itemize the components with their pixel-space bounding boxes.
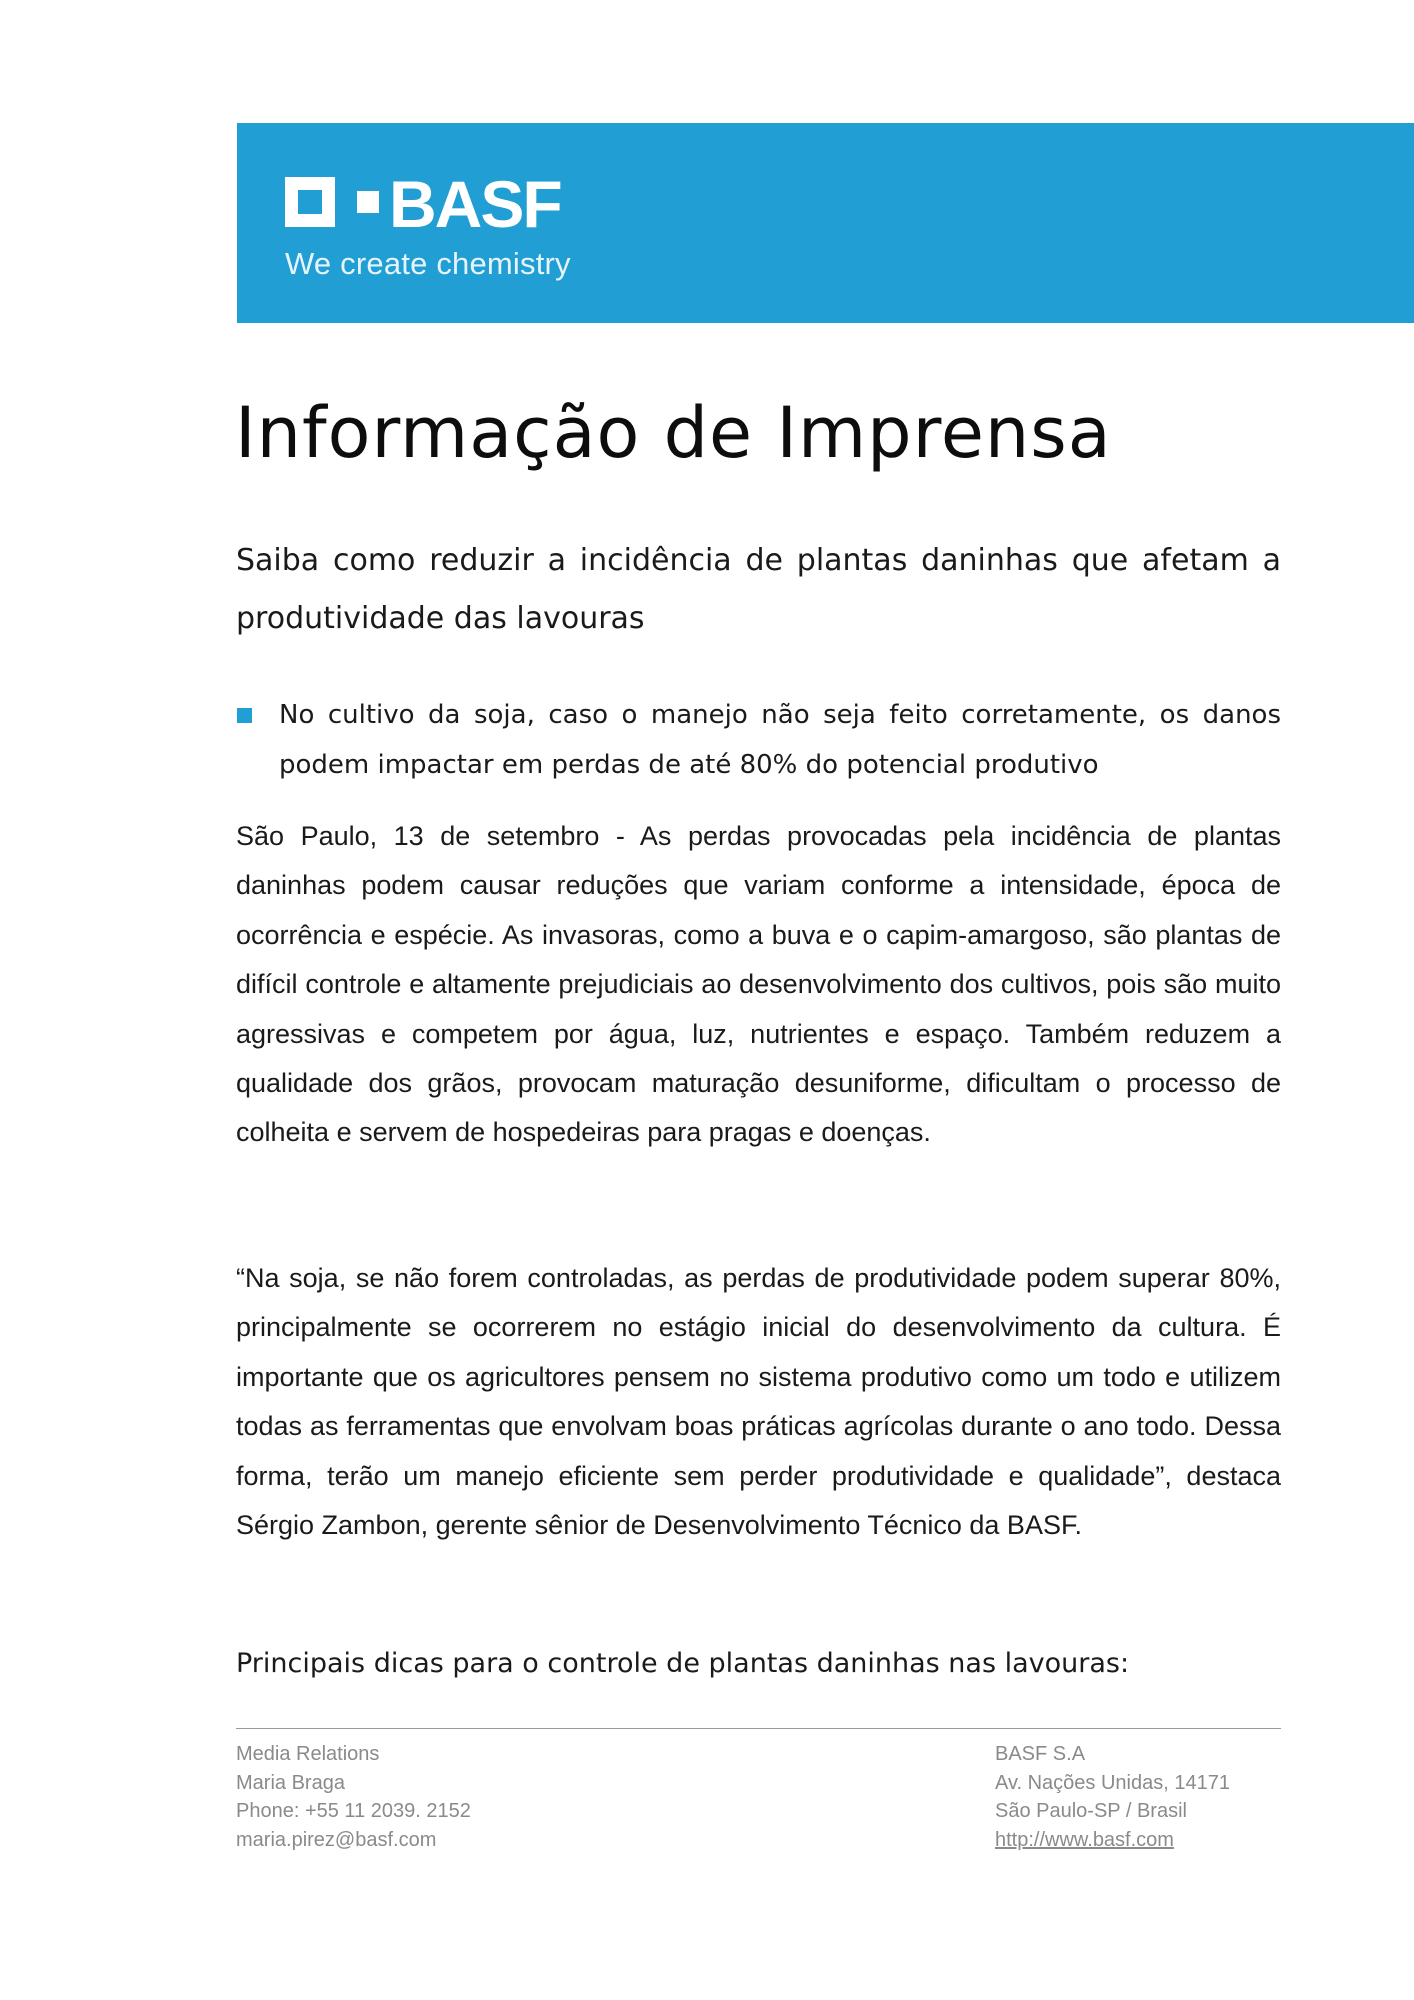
body-paragraph-1: São Paulo, 13 de setembro - As perdas provocadas pela incidência de plantas daninhas podem causar reduções que variam conforme a intensidade, época de ocorrência e espécie. As invasoras, como a buva e o capim-amargoso, são plantas de difícil controle e altamente prejudiciais ao desenvolvimento dos cultivos, pois são muito agressivas e competem por água, luz, nutrientes e espaço. Também reduzem a qualidade dos grãos, provocam maturação desuniforme, dificultam o processo de colheita e servem de hospedeiras para pragas e doenças.	[236, 821, 1281, 1148]
tips-heading: Principais dicas para o controle de plantas daninhas nas lavouras:	[236, 1648, 1130, 1679]
contact-name: Maria Braga	[236, 1771, 345, 1794]
logo-text: BASF	[389, 173, 561, 231]
company-city: São Paulo-SP / Brasil	[995, 1800, 1187, 1822]
contact-email[interactable]: maria.pirez@basf.com	[236, 1828, 437, 1851]
company-name: BASF S.A	[995, 1743, 1086, 1765]
contact-department: Media Relations	[236, 1743, 380, 1765]
page-title: Informação de Imprensa	[235, 392, 1112, 474]
headline: Saiba como reduzir a incidência de plantas daninhas que afetam a produtividade das lavouras	[236, 543, 1281, 636]
bullet-square-icon	[237, 708, 252, 723]
body-paragraph-2: “Na soja, se não forem controladas, as perdas de produtividade podem superar 80%, principalmente se ocorrerem no estágio inicial do desenvolvimento da cultura. É importante que os agricultores pensem no sistema produtivo como um todo e utilizem todas as ferramentas que envolvam boas práticas agrícolas durante o ano todo. Dessa forma, terão um manejo eficiente sem perder produtividade e qualidade”, destaca Sérgio Zambon, gerente sênior de Desenvolvimento Técnico da BASF.	[236, 1263, 1281, 1541]
basf-logo	[285, 173, 585, 231]
footer-company	[995, 1740, 1230, 1854]
contact-phone: Phone: +55 11 2039. 2152	[236, 1800, 471, 1822]
bullet-point	[237, 690, 1281, 790]
footer-divider	[236, 1728, 1281, 1729]
tagline: We create chemistry	[285, 246, 571, 281]
company-address: Av. Nações Unidas, 14171	[995, 1771, 1230, 1794]
footer-contact	[236, 1740, 471, 1854]
bullet-text: No cultivo da soja, caso o manejo não seja feito corretamente, os danos podem impactar em perdas de até 80% do potencial produtivo	[279, 700, 1281, 780]
company-website-link[interactable]: http://www.basf.com	[995, 1828, 1174, 1851]
header-banner	[237, 123, 1414, 323]
